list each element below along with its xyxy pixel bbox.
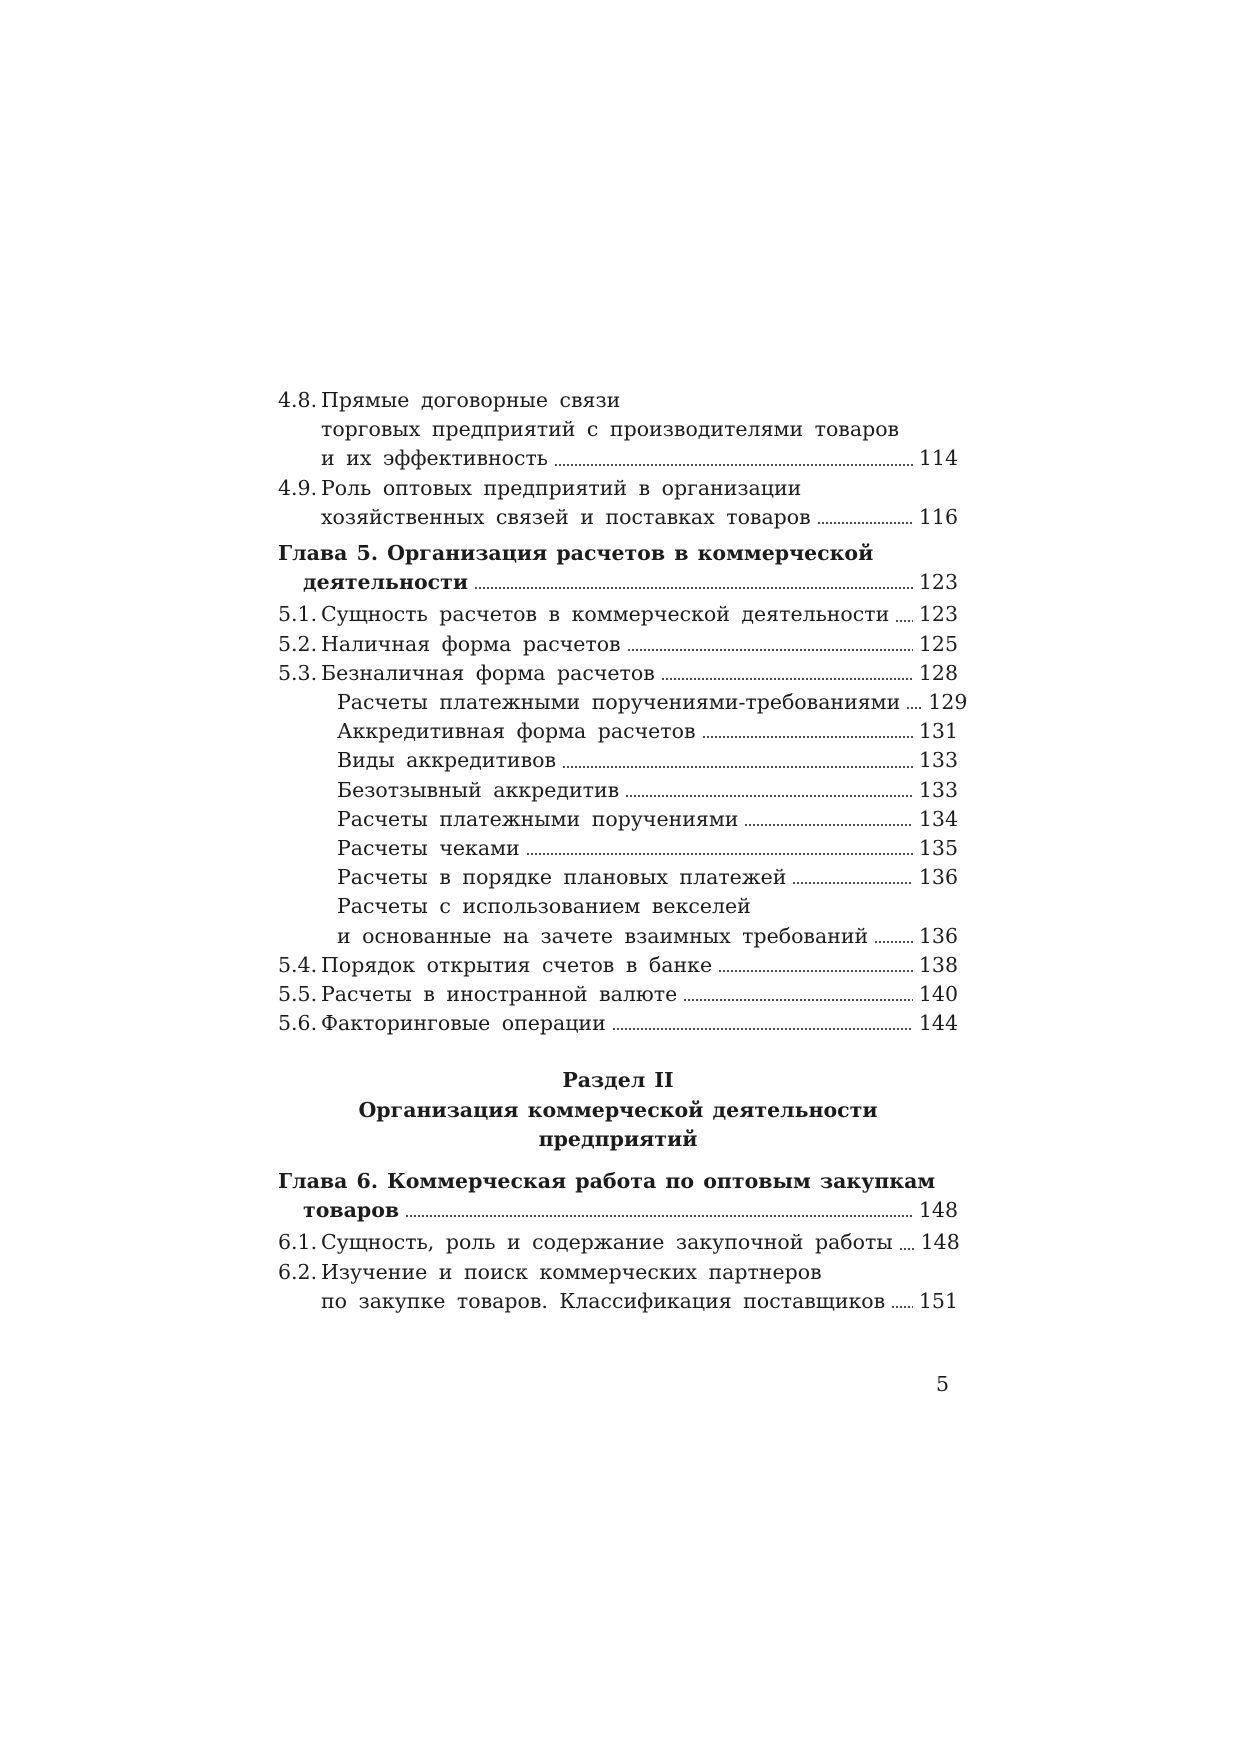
chapter-5-heading-line1 <box>278 539 958 568</box>
toc-entry-5-4 <box>278 951 958 980</box>
dot-leader <box>612 1027 913 1031</box>
page-ref: 148 <box>920 1230 960 1255</box>
section-title-line1: Организация коммерческой деятельности <box>358 1097 878 1122</box>
dot-leader <box>625 794 913 798</box>
subentry-title: Аккредитивная форма расчетов <box>337 719 696 744</box>
toc-entry-4-8-line2 <box>278 415 958 444</box>
toc-entry-5-2 <box>278 630 958 659</box>
dot-leader <box>474 586 913 590</box>
entry-number: 5.1. <box>278 602 318 627</box>
chapter-title-continued: деятельности <box>303 570 469 595</box>
dot-leader <box>744 823 912 827</box>
toc-subentry <box>278 863 958 892</box>
page-ref: 134 <box>918 806 958 831</box>
subentry-title: Расчеты в порядке плановых платежей <box>337 865 787 890</box>
chapter-6-heading-line2 <box>278 1196 958 1225</box>
subentry-title: Расчеты чеками <box>337 836 520 861</box>
entry-number: 4.9. <box>278 475 318 500</box>
page-ref: 144 <box>918 1011 958 1036</box>
dot-leader <box>661 677 913 681</box>
page-ref: 131 <box>918 719 958 744</box>
page-ref: 133 <box>918 777 958 802</box>
chapter-5-heading-line2 <box>278 568 958 597</box>
toc-subentry <box>278 776 958 805</box>
page-ref: 123 <box>918 602 958 627</box>
entry-title-continued: по закупке товаров. Классификация поставщиков <box>321 1288 886 1313</box>
entry-number: 4.8. <box>278 388 318 412</box>
entry-number: 5.4. <box>278 952 318 977</box>
dot-leader <box>554 463 913 467</box>
subentry-title: Расчеты платежными поручениями <box>337 806 739 831</box>
dot-leader <box>891 1305 913 1309</box>
toc-entry-4-9-line1 <box>278 474 958 503</box>
chapter-6-heading-line1 <box>278 1167 958 1196</box>
section-label: Раздел II <box>562 1068 674 1093</box>
entry-title: Сущность расчетов в коммерческой деятельности <box>321 602 890 627</box>
entry-title: Роль оптовых предприятий в организации <box>321 475 802 500</box>
toc-entry-6-2-line1 <box>278 1258 958 1287</box>
chapter-title: Глава 6. Коммерческая работа по оптовым закупкам <box>278 1168 936 1193</box>
entry-number: 5.6. <box>278 1011 318 1036</box>
page-ref: 135 <box>918 836 958 861</box>
page-ref: 133 <box>918 748 958 773</box>
toc-subentry <box>278 717 958 746</box>
toc-subentry-line1 <box>278 892 958 921</box>
page-ref: 123 <box>918 570 958 595</box>
toc-entry-4-8-line3 <box>278 444 958 473</box>
dot-leader <box>792 881 912 885</box>
subentry-title-continued: и основанные на зачете взаимных требований <box>337 923 869 948</box>
entry-title: Безналичная форма расчетов <box>321 660 655 685</box>
dot-leader <box>718 969 913 973</box>
page-ref: 114 <box>918 446 958 471</box>
toc-entry-4-9-line2 <box>278 503 958 532</box>
page-number: 5 <box>936 1372 950 1396</box>
toc-subentry <box>278 746 958 775</box>
toc-entry-6-1 <box>278 1228 958 1257</box>
dot-leader <box>899 1247 915 1251</box>
toc-entry-5-3 <box>278 659 958 688</box>
toc-subentry <box>278 688 968 717</box>
entry-title: Изучение и поиск коммерческих партнеров <box>321 1259 822 1284</box>
entry-title: Расчеты в иностранной валюте <box>321 982 678 1007</box>
dot-leader <box>405 1214 913 1218</box>
dot-leader <box>627 648 913 652</box>
subentry-title: Расчеты с использованием векселей <box>337 894 751 919</box>
page-ref: 129 <box>928 690 968 715</box>
entry-number: 5.3. <box>278 660 318 685</box>
page-ref: 136 <box>918 865 958 890</box>
toc-entry-6-2-line2 <box>278 1287 958 1316</box>
entry-title-continued: и их эффективность <box>321 446 548 471</box>
dot-leader <box>817 521 913 525</box>
dot-leader <box>895 619 913 623</box>
section-title-line2: предприятий <box>538 1127 698 1152</box>
chapter-title-continued: товаров <box>303 1198 400 1223</box>
toc-subentry <box>278 834 958 863</box>
subentry-title: Виды аккредитивов <box>337 748 556 773</box>
toc-entry-4-8-line1 <box>278 386 958 415</box>
page-ref: 138 <box>918 952 958 977</box>
toc-entry-5-6 <box>278 1009 958 1038</box>
entry-title-continued: хозяйственных связей и поставках товаров <box>321 504 811 529</box>
dot-leader <box>683 998 913 1002</box>
dot-leader <box>526 852 913 856</box>
dot-leader <box>874 940 913 944</box>
dot-leader <box>562 765 913 769</box>
dot-leader <box>702 735 913 739</box>
page-ref: 136 <box>918 923 958 948</box>
entry-title: Наличная форма расчетов <box>321 631 621 656</box>
entry-title: Прямые договорные связи <box>321 388 621 412</box>
entry-number: 5.5. <box>278 982 318 1007</box>
dot-leader <box>906 706 922 710</box>
entry-title: Сущность, роль и содержание закупочной работы <box>321 1230 893 1255</box>
page-ref: 148 <box>918 1198 958 1223</box>
entry-number: 6.1. <box>278 1230 318 1255</box>
subentry-title: Расчеты платежными поручениями-требованиями <box>337 690 901 715</box>
toc-entry-5-5 <box>278 980 958 1009</box>
table-of-contents <box>278 386 968 1316</box>
entry-title: Порядок открытия счетов в банке <box>321 952 713 977</box>
chapter-title: Глава 5. Организация расчетов в коммерческой <box>278 541 874 566</box>
entry-title-continued: торговых предприятий с производителями товаров <box>321 417 900 442</box>
entry-title: Факторинговые операции <box>321 1011 606 1036</box>
toc-entry-5-1 <box>278 600 958 629</box>
toc-subentry-line2 <box>278 922 958 951</box>
toc-subentry <box>278 805 958 834</box>
page-ref: 140 <box>918 982 958 1007</box>
page-ref: 116 <box>918 504 958 529</box>
entry-number: 5.2. <box>278 631 318 656</box>
entry-number: 6.2. <box>278 1259 318 1284</box>
page-ref: 128 <box>918 660 958 685</box>
page-ref: 125 <box>918 631 958 656</box>
page-ref: 151 <box>918 1288 958 1313</box>
section-2-heading <box>278 1066 958 1155</box>
subentry-title: Безотзывный аккредитив <box>337 777 620 802</box>
